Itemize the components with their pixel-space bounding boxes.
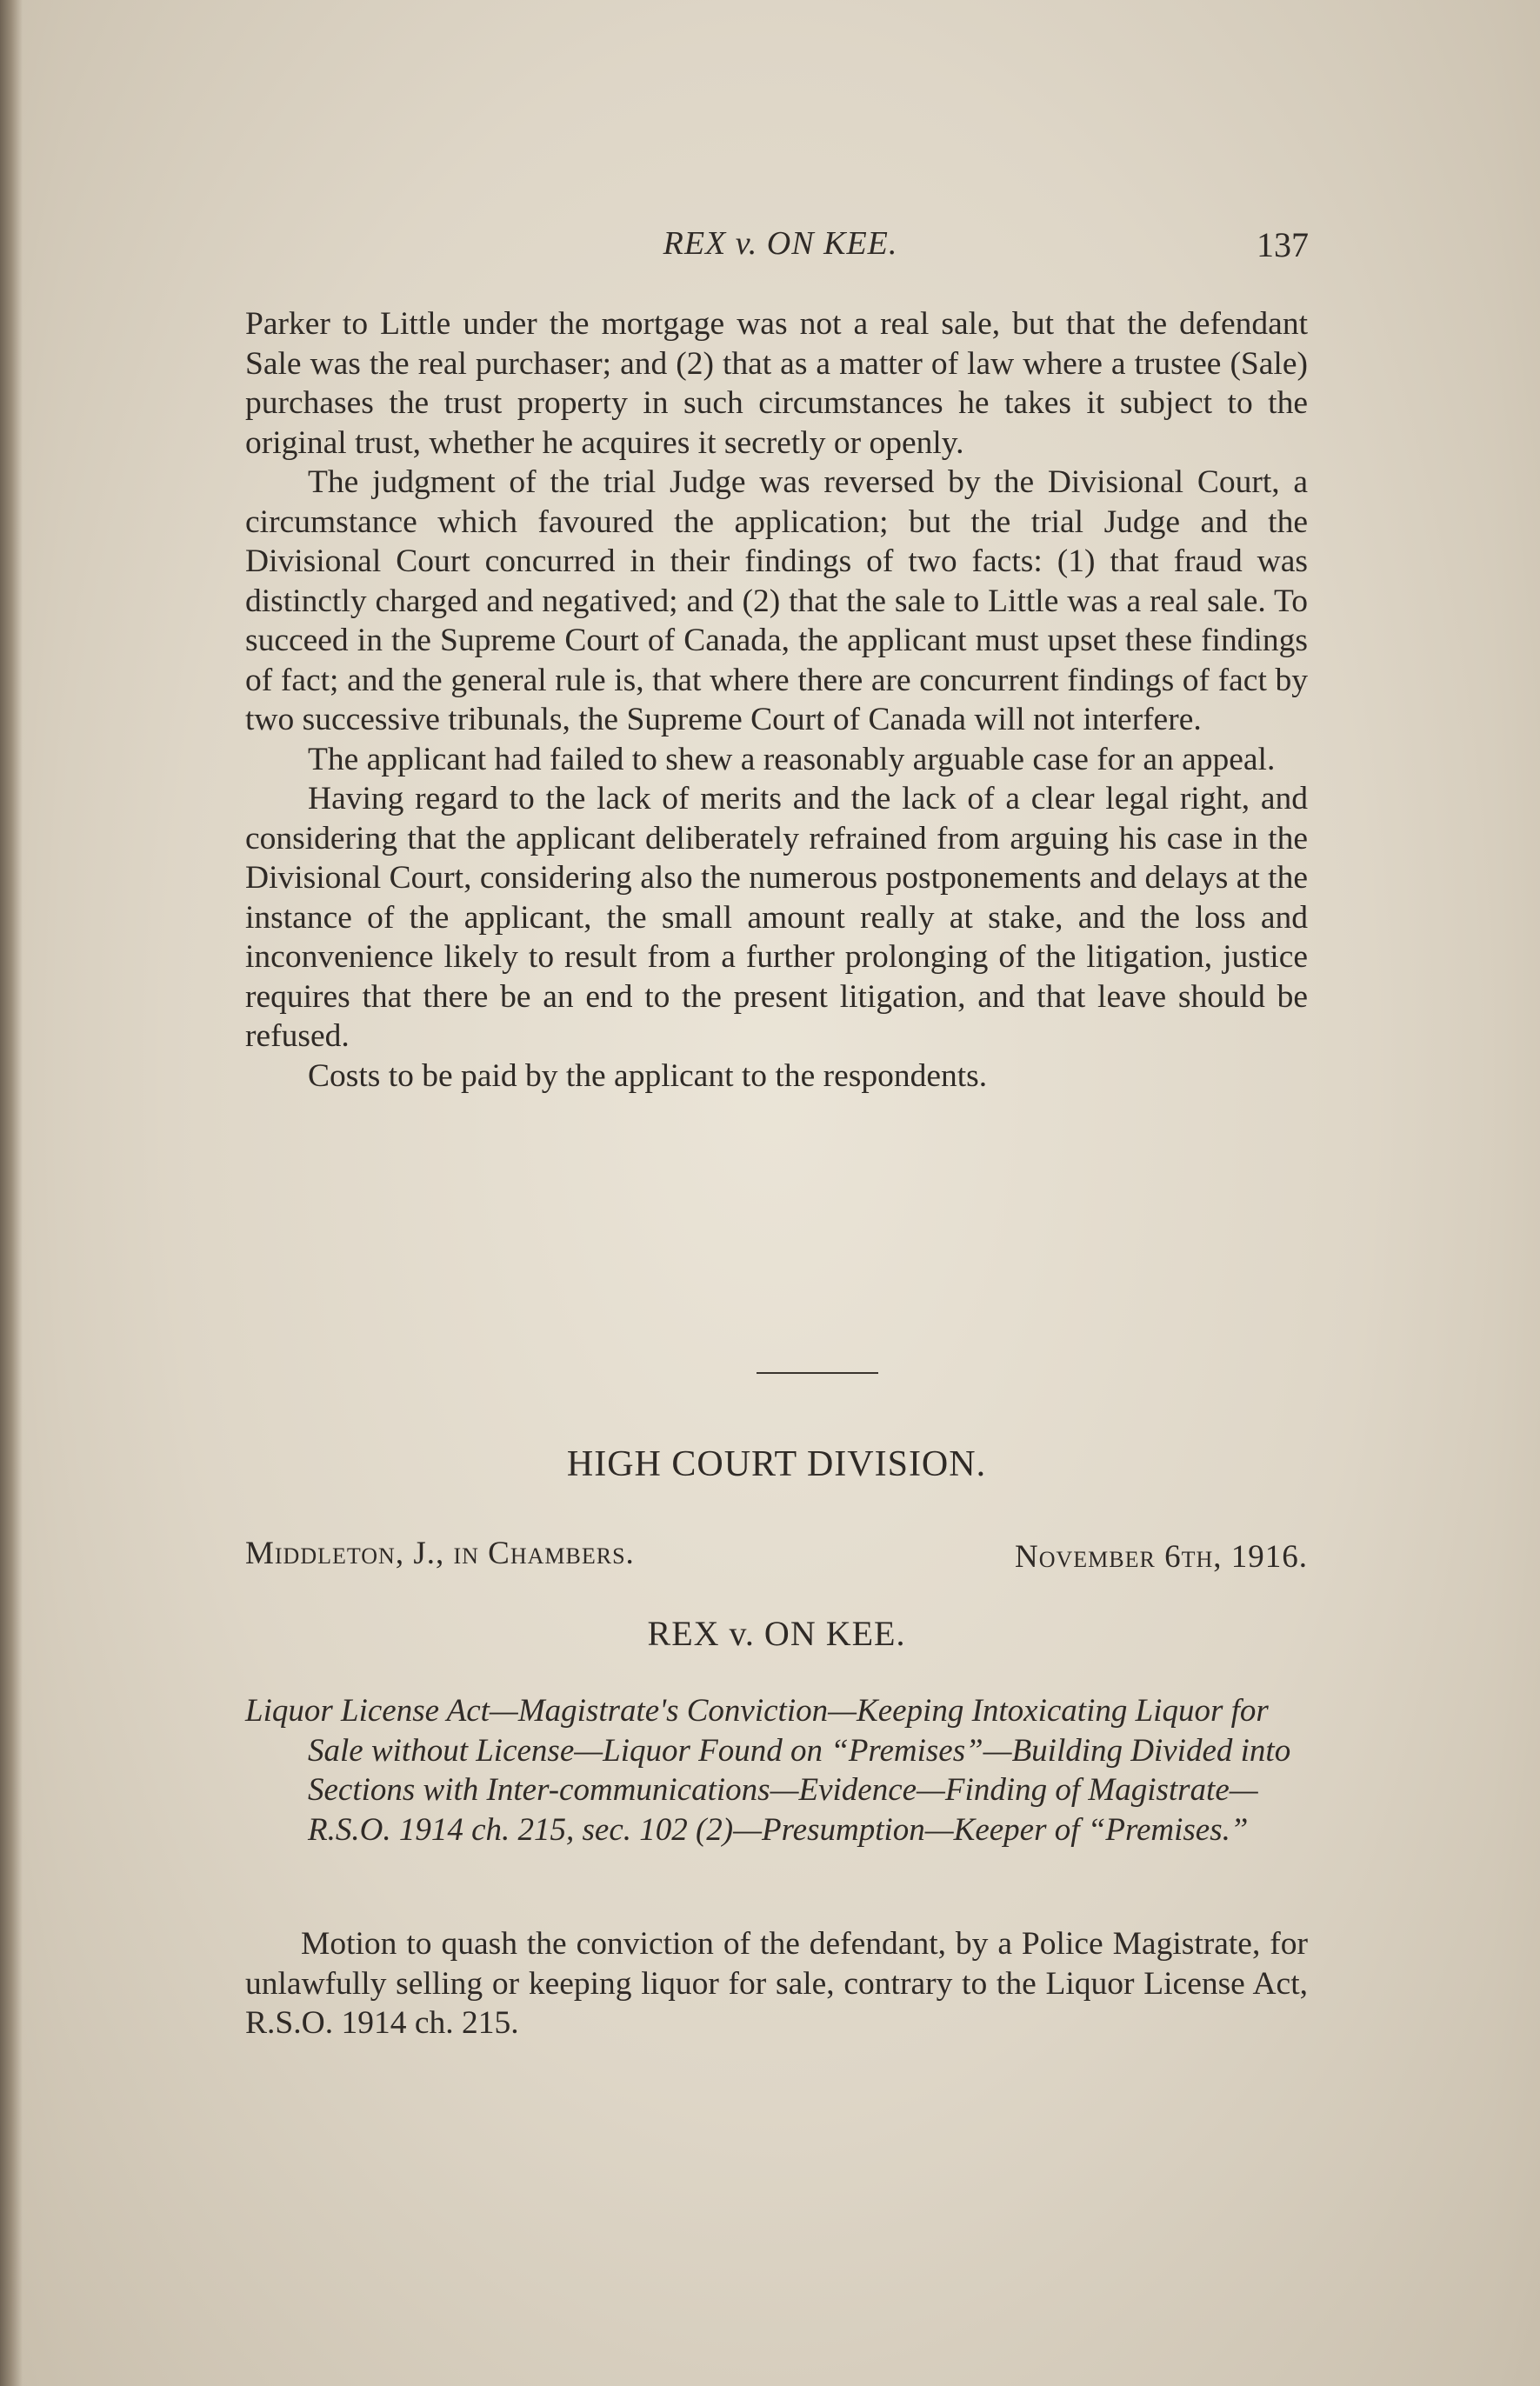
judge-name: Middleton, J., in Chambers.: [245, 1536, 635, 1571]
headnote-text: Liquor License Act—Magistrate's Conviction—Keeping Intoxicating Liquor for Sale without License—Liquor Found on “Premises”—Building Divided into Sections with Inter-communications—Evidence—Finding of Magistrate—R.S.O. 1914 ch. 215, sec. 102 (2)—Presumption—Keeper of “Premises.”: [245, 1693, 1291, 1848]
paragraph-costs: Costs to be paid by the applicant to the respondents.: [308, 1057, 988, 1094]
motion-text: Motion to quash the conviction of the defendant, by a Police Magistrate, for unlawfully selling or keeping liquor for sale, contrary to the Liquor License Act, R.S.O. 1914 ch. 215.: [245, 1926, 1308, 2041]
court-line: [245, 1535, 1308, 1578]
division-heading: HIGH COURT DIVISION.: [566, 1444, 987, 1484]
running-head: [252, 224, 1309, 277]
decision-date: November 6th, 1916.: [1015, 1539, 1308, 1575]
running-title: REX v. ON KEE.: [663, 225, 898, 262]
body-text: [245, 304, 1308, 1096]
paragraph-continuation: Parker to Little under the mortgage was not a real sale, but that the defendant Sale was the real purchaser; and (2) that as a matter of law where a trustee (Sale) purchases the trust property in such circumstances he takes it subject to the original trust, whether he acquires it secretly or openly.: [245, 306, 1308, 461]
case-title: REX v. ON KEE.: [647, 1614, 906, 1653]
headnote: [245, 1691, 1308, 1849]
paragraph-leave-refused: Having regard to the lack of merits and the lack of a clear legal right, and considering that the applicant deliberately refrained from arguing his case in the Divisional Court, considering also the numerous postponements and delays at the instance of the applicant, the small amount really at stake, and the loss and inconvenience likely to result from a further prolonging of the litigation, justice requires that there be an end to the present litigation, and that leave should be refused.: [245, 781, 1308, 1054]
paragraph-no-arguable-case: The applicant had failed to shew a reasonably arguable case for an appeal.: [308, 741, 1276, 777]
paragraph-judgment-reversed: The judgment of the trial Judge was reversed by the Divisional Court, a circumstance which favoured the application; but the trial Judge and the Divisional Court concurred in their findings of two facts: (1) that fraud was distinctly charged and negatived; and (2) that the sale to Little was a real sale. To succeed in the Supreme Court of Canada, the applicant must upset these findings of fact; and the general rule is, that where there are concurrent findings of fact by two successive tribunals, the Supreme Court of Canada will not interfere.: [245, 464, 1308, 737]
section-divider: [757, 1372, 878, 1374]
motion-paragraph: [245, 1924, 1308, 2043]
page-number: 137: [1257, 225, 1309, 264]
